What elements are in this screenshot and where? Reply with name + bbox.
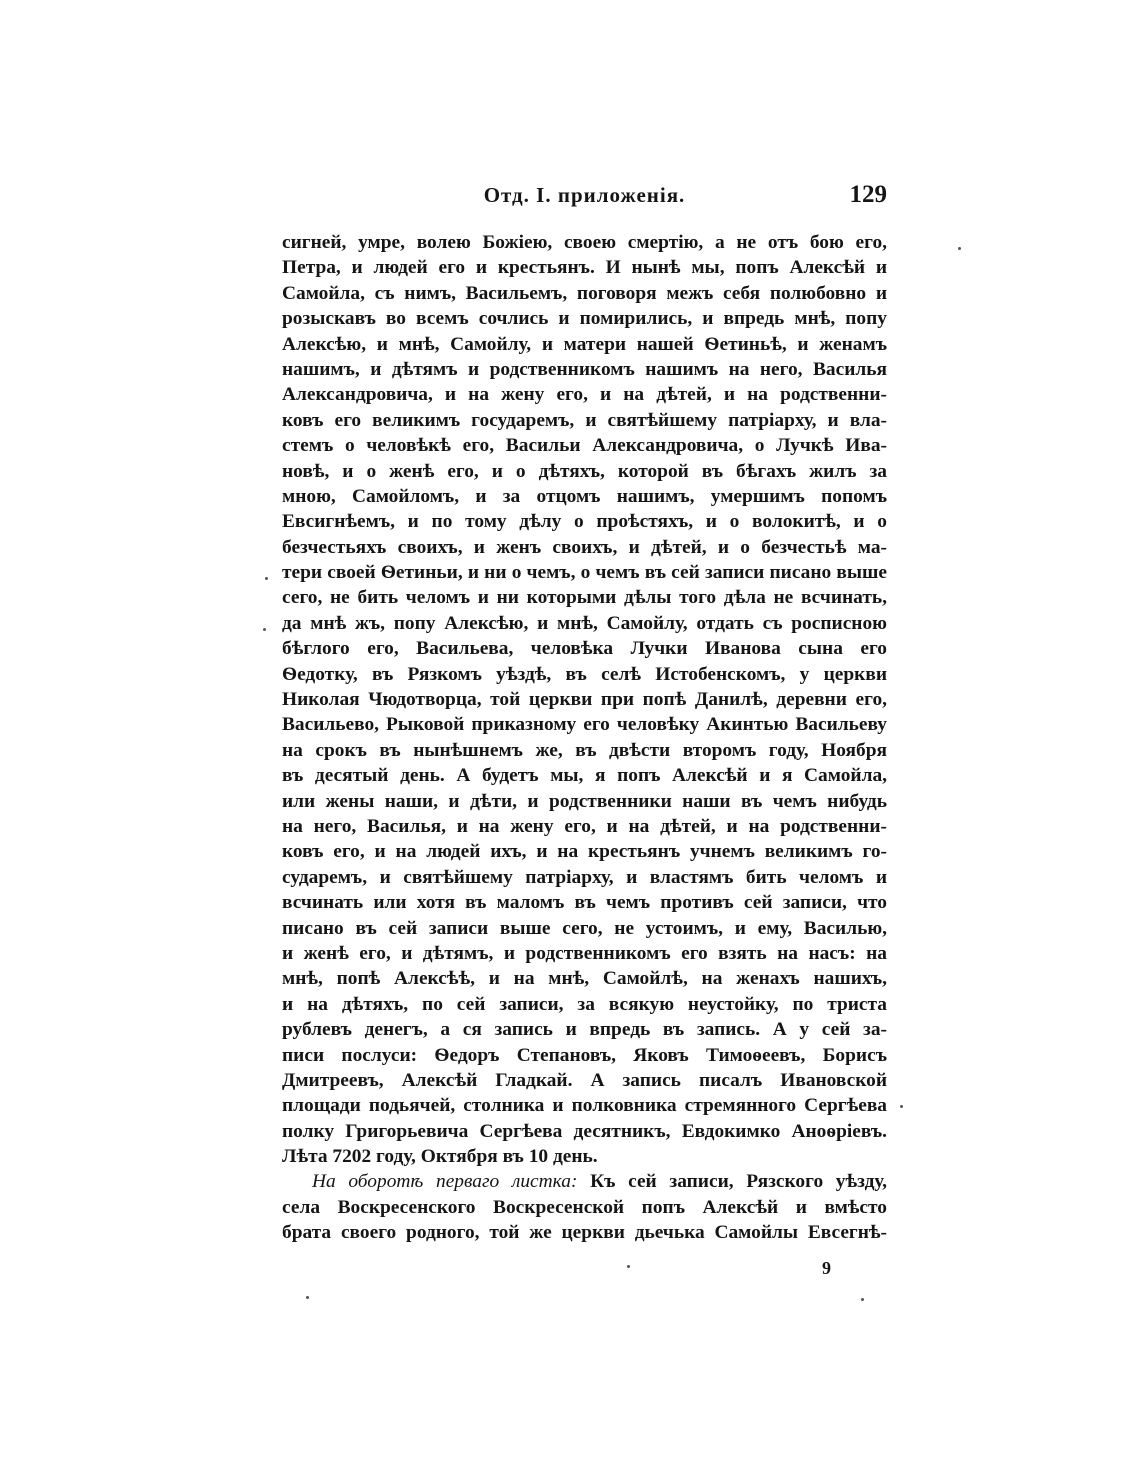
text-line: въ десятый день. А будетъ мы, я попъ Алексѣй и я Самойла, (282, 765, 887, 787)
text-line: Дмитреевъ, Алексѣй Гладкай. А запись писалъ Ивановской (282, 1069, 887, 1091)
text-line: полку Григорьевича Сергѣева десятникъ, Евдокимко Аноѳріевъ. (282, 1120, 887, 1142)
text-line: Васильево, Рыковой приказному его человѣку Акинтью Васильеву (282, 714, 887, 736)
text-line: площади подьячей, столника и полковника стремянного Сергѣева (282, 1095, 887, 1117)
second-paragraph-first-line (282, 1169, 887, 1194)
text-line: безчестьяхъ своихъ, и женъ своихъ, и дѣтей, и о безчестьѣ ма- (282, 536, 887, 558)
paper-speck (900, 1105, 903, 1108)
text-line: Александровича, и на жену его, и на дѣтей, и на родственни- (282, 384, 887, 406)
paper-speck (958, 247, 961, 250)
text-line: Алексѣю, и мнѣ, Самойлу, и матери нашей Ѳетиньѣ, и женамъ (282, 333, 887, 355)
text-line: брата своего родного, той же церкви дьечька Самойлы Евсегнѣ- (282, 1222, 887, 1244)
text-line: ковъ его, и на людей ихъ, и на крестьянъ учнемъ великимъ го- (282, 841, 887, 863)
text-line: сего, не бить челомъ и ни которыми дѣлы того дѣла не всчинать, (282, 587, 887, 609)
paper-speck (265, 577, 268, 580)
text-line: или жены наши, и дѣти, и родственники наши въ чемъ нибудь (282, 790, 887, 812)
text-line: стемъ о человѣкѣ его, Васильи Александровича, о Лучкѣ Ива- (282, 435, 887, 457)
text-line: и на дѣтяхъ, по сей записи, за всякую неустойку, по триста (282, 993, 887, 1015)
text-line: и женѣ его, и дѣтямъ, и родственникомъ его взять на насъ: на (282, 942, 887, 964)
italic-lead: На оборотѣ перваго листка: (312, 1171, 578, 1193)
text-line: Самойла, съ нимъ, Васильемъ, поговоря межъ себя полюбовно и (282, 282, 887, 304)
paper-speck (627, 1265, 630, 1268)
paper-speck (861, 1298, 864, 1301)
text-line: Петра, и людей его и крестьянъ. И нынѣ мы, попъ Алексѣй и (282, 257, 887, 279)
text-line: мнѣ, попѣ Алексѣѣ, и на мнѣ, Самойлѣ, на женахъ нашихъ, (282, 968, 887, 990)
text-line: на срокъ въ нынѣшнемъ же, въ двѣсти второмъ году, Ноября (282, 739, 887, 761)
body-text (282, 230, 887, 1246)
text-line: Евсигнѣемъ, и по тому дѣлу о проѣстяхъ, и о волокитѣ, и о (282, 511, 887, 533)
text-line: да мнѣ жъ, попу Алексѣю, и мнѣ, Самойлу, отдать съ росписною (282, 612, 887, 634)
page-header (282, 183, 887, 217)
text-line: ковъ его великимъ государемъ, и святѣйшему патріарху, и вла- (282, 409, 887, 431)
text-line: сигней, умре, волею Божіею, своею смертію, а не отъ бою его, (282, 232, 887, 253)
text-line: тери своей Ѳетиньи, и ни о чемъ, о чемъ въ сей записи писано выше (282, 562, 887, 584)
text-line: писи послуси: Ѳедоръ Степановъ, Яковъ Тимоѳеевъ, Борисъ (282, 1044, 887, 1066)
text-line: Николая Чюдотворца, той церкви при попѣ Данилѣ, деревни его, (282, 689, 887, 711)
text-line: сударемъ, и святѣйшему патріарху, и властямъ бить челомъ и (282, 866, 887, 888)
text-line: писано въ сей записи выше сего, не устоимъ, и ему, Василью, (282, 917, 887, 939)
text-line: села Воскресенского Воскресенской попъ Алексѣй и вмѣсто (282, 1196, 887, 1218)
text-line: рублевъ денегъ, а ся запись и впредь въ запись. А у сей за- (282, 1019, 887, 1041)
paper-speck (263, 628, 266, 631)
text-line: на него, Василья, и на жену его, и на дѣтей, и на родственни- (282, 815, 887, 837)
signature-mark: 9 (822, 1258, 831, 1278)
text-line: мною, Самойломъ, и за отцомъ нашимъ, умершимъ попомъ (282, 485, 887, 507)
text-line: розыскавъ во всемъ сочлись и помирились, и впредь мнѣ, попу (282, 308, 887, 330)
text-line: нашимъ, и дѣтямъ и родственникомъ нашимъ на него, Василья (282, 358, 887, 380)
page-number: 129 (849, 181, 887, 208)
text-line: всчинать или хотя въ маломъ въ чемъ противъ сей записи, что (282, 892, 887, 914)
text-line: Ѳедотку, въ Рязкомъ уѣздѣ, въ селѣ Истобенскомъ, у церкви (282, 663, 887, 685)
paper-speck (306, 1296, 309, 1299)
text-line: новѣ, и о женѣ его, и о дѣтяхъ, которой въ бѣгахъ жилъ за (282, 460, 887, 482)
text-line: бѣглого его, Васильева, человѣка Лучки Иванова сына его (282, 638, 887, 660)
text-line: Лѣта 7202 году, Октября въ 10 день. (282, 1146, 598, 1168)
running-head: Отд. I. приложенія. (483, 183, 686, 207)
text-run: Къ сей записи, Рязского уѣзду, (577, 1171, 887, 1193)
